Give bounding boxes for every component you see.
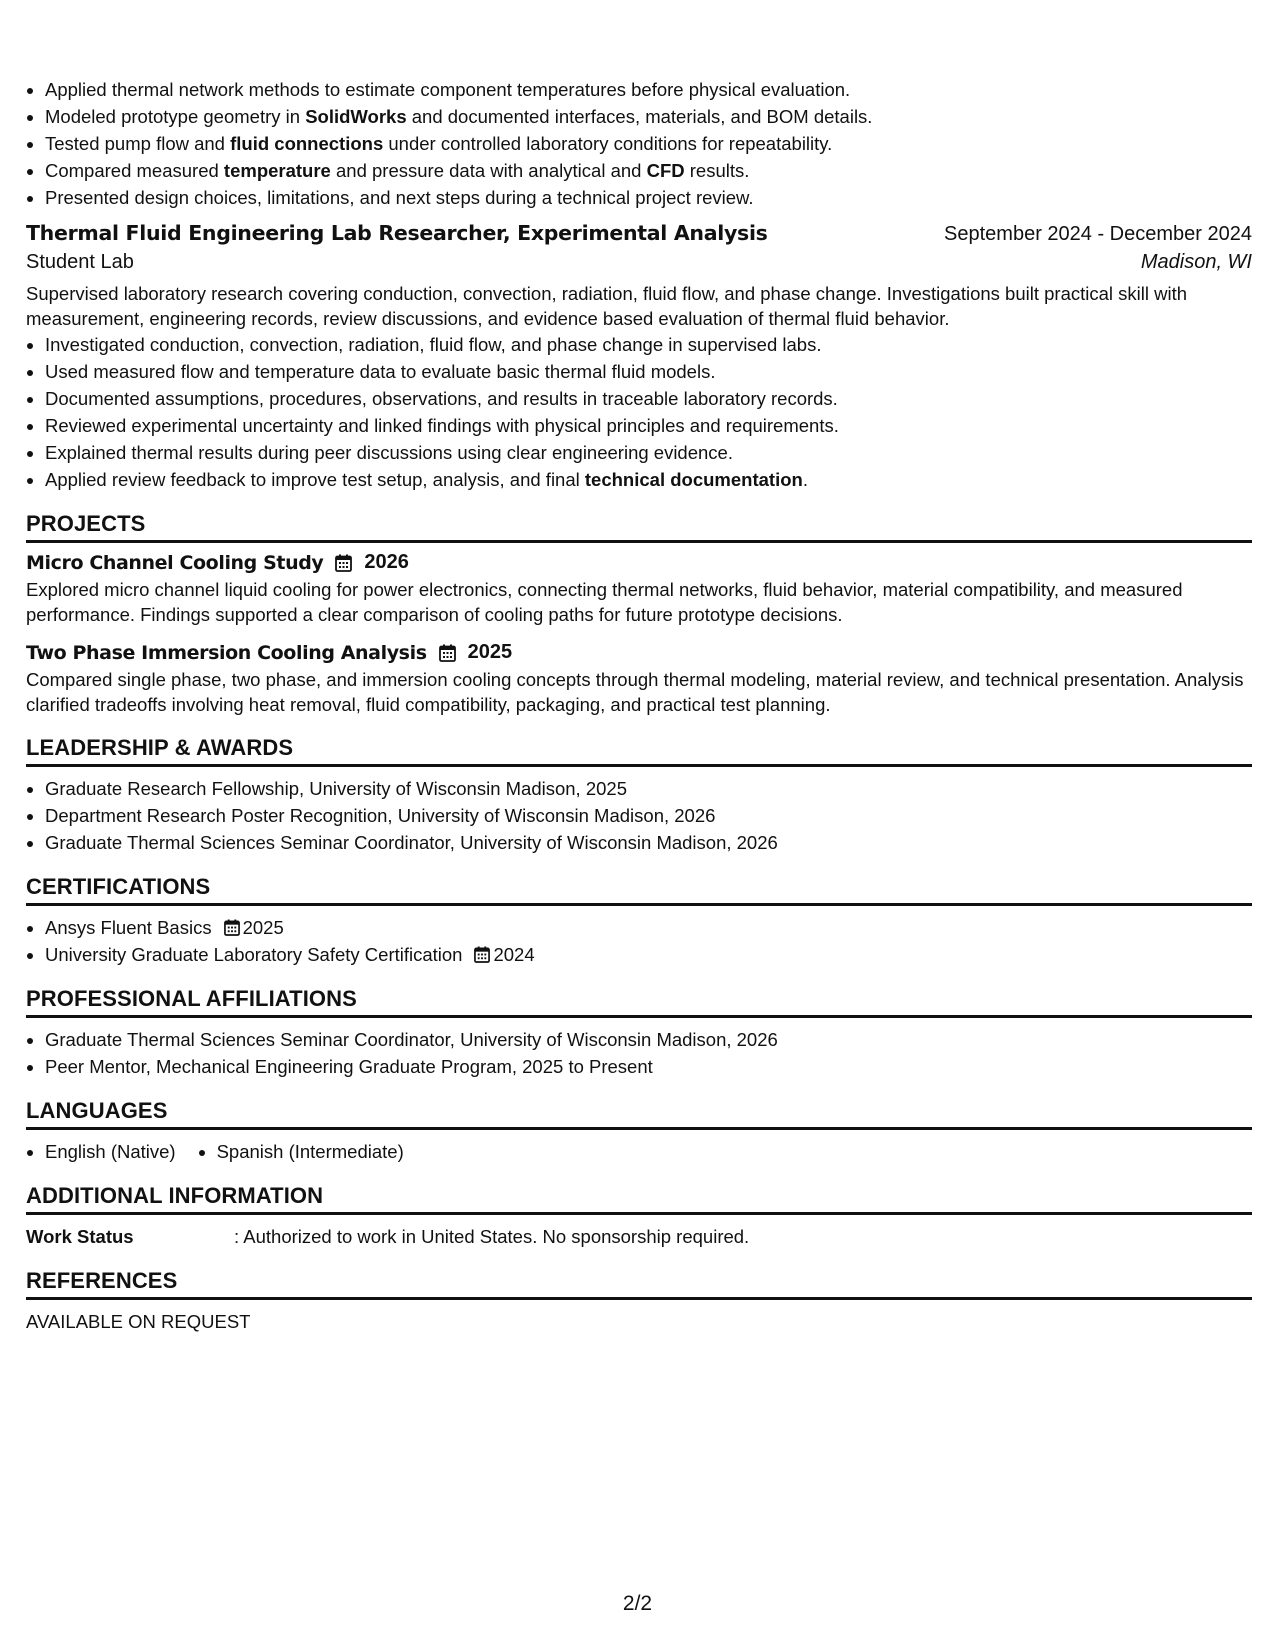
list-item: • Graduate Research Fellowship, University of Wisconsin Madison, 2025 xyxy=(45,775,1252,802)
certification-year: 2024 xyxy=(493,944,535,965)
project-header xyxy=(26,551,1252,574)
work-status-label: Work Status xyxy=(26,1226,134,1247)
list-item xyxy=(45,914,1252,941)
certification-name: Ansys Fluent Basics xyxy=(45,917,212,938)
section-title-languages: LANGUAGES xyxy=(26,1098,1252,1130)
certification-year: 2025 xyxy=(242,917,284,938)
calendar-icon xyxy=(439,644,456,662)
calendar-icon xyxy=(224,916,240,933)
language-item: • Spanish (Intermediate) xyxy=(217,1138,404,1165)
resume-page xyxy=(26,76,1252,1335)
list-item: • Peer Mentor, Mechanical Engineering Graduate Program, 2025 to Present xyxy=(45,1053,1252,1080)
list-item: • Investigated conduction, convection, radiation, fluid flow, and phase change in supervised labs. xyxy=(45,331,1252,358)
list-item: • Graduate Thermal Sciences Seminar Coordinator, University of Wisconsin Madison, 2026 xyxy=(45,1026,1252,1053)
certifications-list xyxy=(26,914,1252,968)
list-item: • Reviewed experimental uncertainty and linked findings with physical principles and requirements. xyxy=(45,412,1252,439)
list-item: • Explained thermal results during peer discussions using clear engineering evidence. xyxy=(45,439,1252,466)
leadership-list xyxy=(26,775,1252,856)
job-subheader xyxy=(26,251,1252,274)
emphasis-text: fluid connections xyxy=(230,133,384,154)
emphasis-text: SolidWorks xyxy=(305,106,407,127)
calendar-icon xyxy=(335,554,352,572)
project-description: Explored micro channel liquid cooling for power electronics, connecting thermal networks, fluid behavior, material compatibility, and measured performance. Findings supported a clear comparison of cooling paths for future prototype decisions. xyxy=(26,579,1183,625)
project-title: Micro Channel Cooling Study xyxy=(26,551,324,574)
section-title-certifications: CERTIFICATIONS xyxy=(26,874,1252,906)
emphasis-text: CFD xyxy=(646,160,685,181)
list-item: • Modeled prototype geometry in SolidWorks and documented interfaces, materials, and BOM details. xyxy=(45,103,1252,130)
list-item: • Tested pump flow and fluid connections under controlled laboratory conditions for repeatability. xyxy=(45,130,1252,157)
job-summary: Supervised laboratory research covering conduction, convection, radiation, fluid flow, and phase change. Investigations built practical skill with measurement, engineering records, review discussions, and evidence based evaluation of thermal fluid behavior. xyxy=(26,283,1188,329)
certification-name: University Graduate Laboratory Safety Certification xyxy=(45,944,463,965)
list-item: • Applied thermal network methods to estimate component temperatures before physical evaluation. xyxy=(45,76,1252,103)
section-title-leadership: LEADERSHIP & AWARDS xyxy=(26,735,1252,767)
work-status-row xyxy=(26,1223,1252,1250)
section-title-projects: PROJECTS xyxy=(26,511,1252,543)
references-text: AVAILABLE ON REQUEST xyxy=(26,1311,251,1332)
project-year: 2026 xyxy=(364,551,409,573)
job-title: Thermal Fluid Engineering Lab Researcher, Experimental Analysis xyxy=(26,221,768,245)
list-item xyxy=(45,941,1252,968)
affiliations-list xyxy=(26,1026,1252,1080)
list-item: • Applied review feedback to improve test setup, analysis, and final technical documentation. xyxy=(45,466,1252,493)
job-organization: Student Lab xyxy=(26,251,134,273)
section-title-references: REFERENCES xyxy=(26,1268,1252,1300)
list-item: • Compared measured temperature and pressure data with analytical and CFD results. xyxy=(45,157,1252,184)
prev-job-bullets xyxy=(26,76,1252,211)
calendar-icon xyxy=(474,943,490,960)
languages-list xyxy=(26,1138,1252,1165)
section-title-affiliations: PROFESSIONAL AFFILIATIONS xyxy=(26,986,1252,1018)
project-title: Two Phase Immersion Cooling Analysis xyxy=(26,641,427,664)
job-location: Madison, WI xyxy=(1140,251,1252,273)
list-item: • Graduate Thermal Sciences Seminar Coordinator, University of Wisconsin Madison, 2026 xyxy=(45,829,1252,856)
job-dates: September 2024 - December 2024 xyxy=(944,223,1252,245)
list-item: • Presented design choices, limitations, and next steps during a technical project review. xyxy=(45,184,1252,211)
work-status-value: : Authorized to work in United States. No sponsorship required. xyxy=(234,1226,750,1247)
project-header xyxy=(26,641,1252,664)
language-item: • English (Native) xyxy=(45,1138,176,1165)
project-description: Compared single phase, two phase, and immersion cooling concepts through thermal modeling, material review, and technical presentation. Analysis clarified tradeoffs involving heat removal, fluid compatibility, packaging, and practical test planning. xyxy=(26,669,1244,715)
emphasis-text: technical documentation xyxy=(584,469,803,490)
list-item: • Documented assumptions, procedures, observations, and results in traceable laboratory records. xyxy=(45,385,1252,412)
emphasis-text: temperature xyxy=(223,160,331,181)
job-bullets xyxy=(26,331,1252,493)
job-header xyxy=(26,221,1252,246)
section-title-additional: ADDITIONAL INFORMATION xyxy=(26,1183,1252,1215)
list-item: • Department Research Poster Recognition, University of Wisconsin Madison, 2026 xyxy=(45,802,1252,829)
project-year: 2025 xyxy=(467,641,513,663)
list-item: • Used measured flow and temperature data to evaluate basic thermal fluid models. xyxy=(45,358,1252,385)
page-number: 2/2 xyxy=(622,1592,653,1615)
